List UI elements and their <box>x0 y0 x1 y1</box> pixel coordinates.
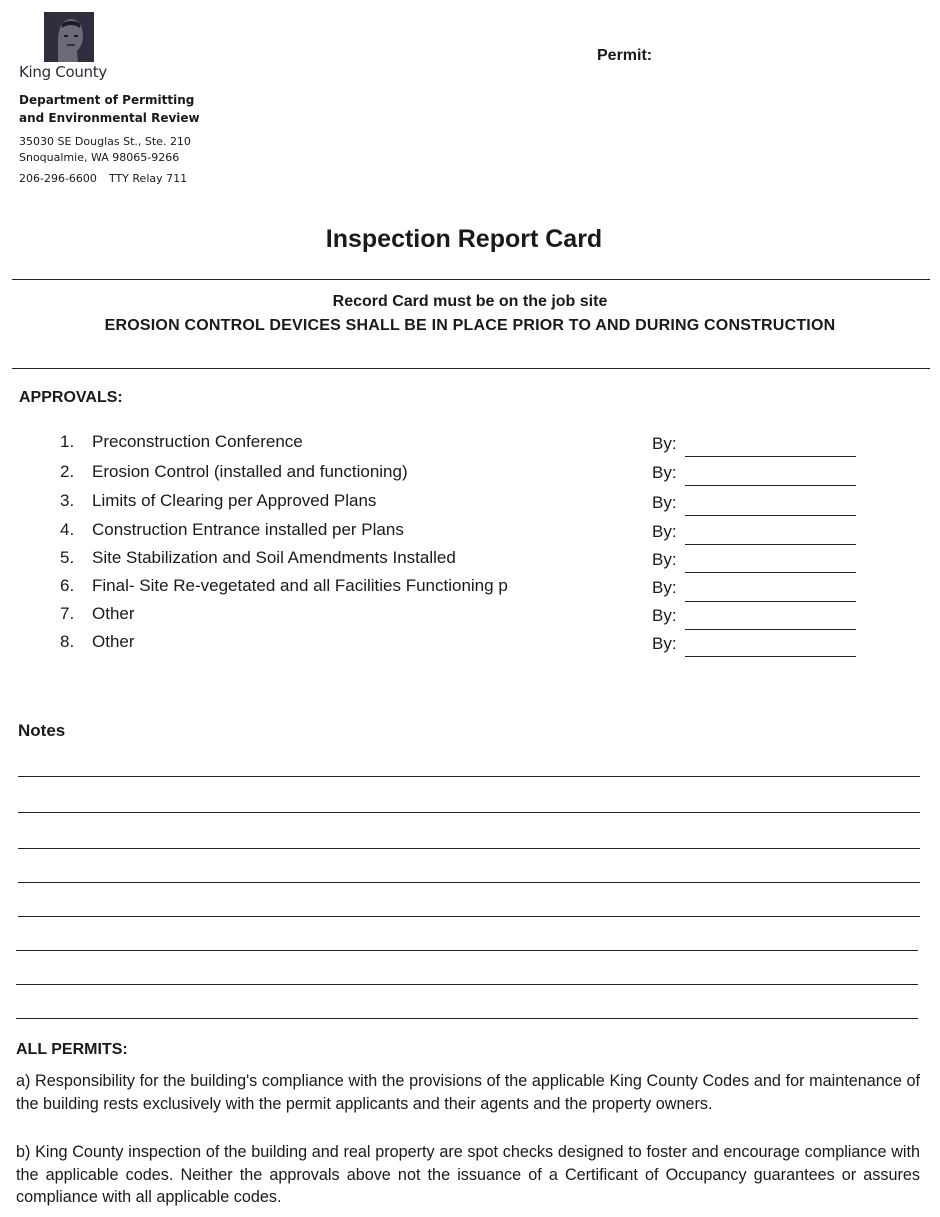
approval-item <box>60 432 303 452</box>
notes-line[interactable] <box>18 776 920 777</box>
approval-label: Erosion Control (installed and functioning) <box>92 462 408 481</box>
king-county-logo-icon <box>44 12 94 62</box>
signature-line[interactable] <box>685 515 856 516</box>
permit-paragraph-a: a) Responsibility for the building's compliance with the provisions of the applicable King County Codes and for maintenance of the building rests exclusively with the permit applicants and their agents and the property owners. <box>16 1072 920 1113</box>
contact-phone <box>19 172 187 185</box>
department-line-2: and Environmental Review <box>19 111 200 125</box>
approval-item <box>60 604 135 624</box>
address-line-1: 35030 SE Douglas St., Ste. 210 <box>19 135 191 148</box>
signature-line[interactable] <box>685 629 856 630</box>
approvals-heading: APPROVALS: <box>19 389 123 406</box>
approval-number: 3. <box>60 491 75 510</box>
approval-number: 7. <box>60 604 75 623</box>
approval-label: Construction Entrance installed per Plans <box>92 520 404 539</box>
all-permits-heading: ALL PERMITS: <box>16 1041 128 1058</box>
approval-number: 6. <box>60 576 75 595</box>
notes-line[interactable] <box>18 812 920 813</box>
signature-line[interactable] <box>685 601 856 602</box>
signature-line[interactable] <box>685 456 856 457</box>
notes-heading: Notes <box>18 721 66 740</box>
signature-line[interactable] <box>685 544 856 545</box>
by-label: By: <box>652 463 677 482</box>
department-line-1: Department of Permitting <box>19 93 195 107</box>
approval-item <box>60 520 404 540</box>
notes-line[interactable] <box>18 916 920 917</box>
approval-item <box>60 462 408 482</box>
tty-relay: TTY Relay 711 <box>108 172 188 185</box>
by-label: By: <box>652 606 677 625</box>
approval-item <box>60 632 135 652</box>
permit-paragraph-b: b) King County inspection of the building and real property are spot checks designed to foster and encourage compliance with the applicable codes. Neither the approvals above not the issuance of a Certificant of Occupancy guarantees or assures compliance with all applicable codes. <box>16 1143 920 1206</box>
address <box>19 134 191 166</box>
by-label: By: <box>652 522 677 541</box>
signature-line[interactable] <box>685 572 856 573</box>
by-label: By: <box>652 434 677 453</box>
by-label: By: <box>652 578 677 597</box>
approval-item <box>60 576 508 596</box>
address-line-2: Snoqualmie, WA 98065-9266 <box>19 151 180 164</box>
approval-label: Other <box>92 604 135 623</box>
approval-number: 5. <box>60 548 75 567</box>
approval-number: 2. <box>60 462 75 481</box>
approval-number: 1. <box>60 432 75 451</box>
notes-line[interactable] <box>16 950 918 951</box>
approval-label: Limits of Clearing per Approved Plans <box>92 491 377 510</box>
approval-item <box>60 548 456 568</box>
approval-label: Site Stabilization and Soil Amendments Installed <box>92 548 456 567</box>
approval-label: Final- Site Re-vegetated and all Facilities Functioning p <box>92 576 508 595</box>
signature-line[interactable] <box>685 485 856 486</box>
notes-line[interactable] <box>16 984 918 985</box>
department-name <box>19 91 200 127</box>
subtitle-erosion-control: EROSION CONTROL DEVICES SHALL BE IN PLACE PRIOR TO AND DURING CONSTRUCTION <box>104 317 836 334</box>
notes-line[interactable] <box>16 1018 918 1019</box>
logo-text: King County <box>19 63 107 81</box>
approval-number: 4. <box>60 520 75 539</box>
notes-line[interactable] <box>18 848 920 849</box>
by-label: By: <box>652 493 677 512</box>
approval-number: 8. <box>60 632 75 651</box>
approval-label: Preconstruction Conference <box>92 432 303 451</box>
approval-label: Other <box>92 632 135 651</box>
notes-line[interactable] <box>18 882 920 883</box>
by-label: By: <box>652 550 677 569</box>
divider-bottom <box>12 368 930 369</box>
subtitle-job-site: Record Card must be on the job site <box>332 293 608 310</box>
phone-number: 206-296-6600 <box>19 172 97 185</box>
king-county-logo <box>44 12 94 62</box>
divider-top <box>12 279 930 280</box>
permit-label: Permit: <box>597 47 653 64</box>
approval-item <box>60 491 376 511</box>
page-title: Inspection Report Card <box>325 225 603 253</box>
by-label: By: <box>652 634 677 653</box>
signature-line[interactable] <box>685 656 856 657</box>
